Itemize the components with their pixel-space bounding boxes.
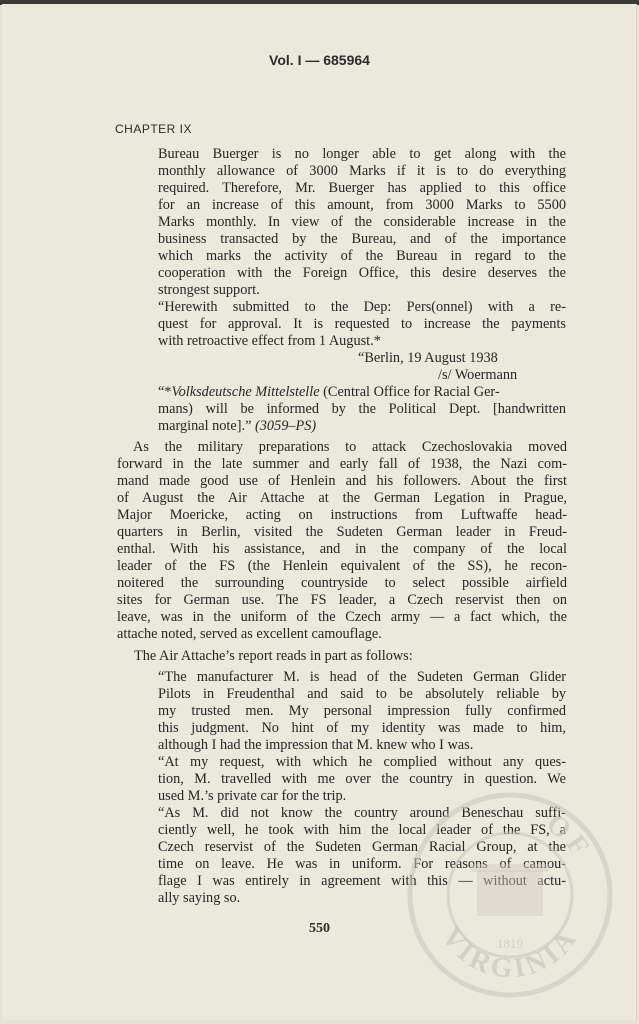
text-line: noitered the surrounding countryside to select possible airfield xyxy=(117,575,567,591)
text-line: “The manufacturer M. is head of the Sudeten German Glider xyxy=(158,669,566,685)
text-line: with retroactive effect from 1 August.* xyxy=(158,333,381,349)
text-line: forward in the late summer and early fall of 1938, the Nazi com- xyxy=(117,456,567,472)
university-seal-watermark xyxy=(405,790,615,1000)
text-line: required. Therefore, Mr. Buerger has applied to this office xyxy=(158,180,566,196)
text-line: cooperation with the Foreign Office, this desire deserves the xyxy=(158,265,566,281)
text-line: used M.’s private car for the trip. xyxy=(158,788,347,804)
seal-bottom-text: VIRGINIA xyxy=(435,921,585,985)
text-line: enthal. With his assistance, and in the company of the local xyxy=(117,541,567,557)
text-line: quest for approval. It is requested to increase the payments xyxy=(158,316,566,332)
text-line: business transacted by the Bureau, and of the importance xyxy=(158,231,566,247)
text-line: Czech reservist of the Sudeten German Racial Group, at the xyxy=(158,839,566,855)
text-line: “As M. did not know the country around Beneschau suffi- xyxy=(158,805,566,821)
text-line: mans) will be informed by the Political Dept. [handwritten xyxy=(158,401,566,417)
svg-text:OF xyxy=(541,808,598,864)
text-line: The Air Attache’s report reads in part as follows: xyxy=(134,648,413,664)
text-line: strongest support. xyxy=(158,282,260,298)
seal-year: 1819 xyxy=(497,936,523,951)
memo-signature-line: /s/ Woermann xyxy=(438,367,518,383)
footnote-line xyxy=(158,384,566,401)
text-line: Major Moericke, acting on instructions from Luftwaffe head- xyxy=(117,507,567,523)
text-line: monthly allowance of 3000 Marks if it is to do everything xyxy=(158,163,566,179)
text-line: although I had the impression that M. knew who I was. xyxy=(158,737,474,753)
text-line: sites for German use. The FS leader, a Czech reservist then on xyxy=(117,592,567,608)
footnote-marker: “* xyxy=(158,384,172,400)
text-line: which marks the activity of the Bureau in regard to the xyxy=(158,248,566,264)
footnote-line xyxy=(158,418,566,435)
page-number: 550 xyxy=(309,921,330,936)
footnote-text: marginal note].” xyxy=(158,418,252,434)
text-line: time on leave. He was in uniform. For reasons of camou- xyxy=(158,856,566,872)
text-line: tion, M. travelled with me over the country in question. We xyxy=(158,771,566,787)
text-line: Bureau Buerger is no longer able to get along with the xyxy=(158,146,566,162)
text-line: leave, was in the uniform of the Czech army — a fact which, the xyxy=(117,609,567,625)
text-line: ally saying so. xyxy=(158,890,241,906)
italic-term: Volksdeutsche Mittelstelle xyxy=(171,384,320,400)
volume-header: Vol. I — 685964 xyxy=(269,52,370,68)
text-line: ciently well, he took with him the local leader of the FS, a xyxy=(158,822,566,838)
text-line: my trusted men. My personal impression fully confirmed xyxy=(158,703,566,719)
text-line: flage I was entirely in agreement with this — without actu- xyxy=(158,873,566,889)
text-line: “At my request, with which he complied without any ques- xyxy=(158,754,566,770)
document-citation: (3059–PS) xyxy=(255,418,317,434)
text-line: attache noted, served as excellent camouflage. xyxy=(117,626,382,642)
chapter-heading: CHAPTER IX xyxy=(115,122,193,136)
text-line: quarters in Berlin, visited the Sudeten German leader in Freud- xyxy=(117,524,567,540)
text-line: this judgment. No hint of my identity was made to him, xyxy=(158,720,566,736)
memo-date-line: “Berlin, 19 August 1938 xyxy=(358,350,498,366)
text-line: As the military preparations to attack Czechoslovakia moved xyxy=(133,439,567,455)
svg-text:VIRGINIA xyxy=(435,922,584,985)
text-line: Marks monthly. In view of the considerable increase in the xyxy=(158,214,566,230)
text-line: leader of the FS (the Henlein equivalent of the SS), he recon- xyxy=(117,558,567,574)
text-line: for an increase of this amount, from 3000 Marks to 5500 xyxy=(158,197,566,213)
text-line: of August the Air Attache at the German Legation in Prague, xyxy=(117,490,567,506)
text-line: mand made good use of Henlein and his followers. About the first xyxy=(117,473,567,489)
footnote-text: (Central Office for Racial Ger- xyxy=(319,384,500,400)
seal-top-text: OF xyxy=(540,808,598,865)
text-line: “Herewith submitted to the Dep: Pers(onnel) with a re- xyxy=(158,299,566,315)
text-line: Pilots in Freudenthal and said to be absolutely reliable by xyxy=(158,686,566,702)
